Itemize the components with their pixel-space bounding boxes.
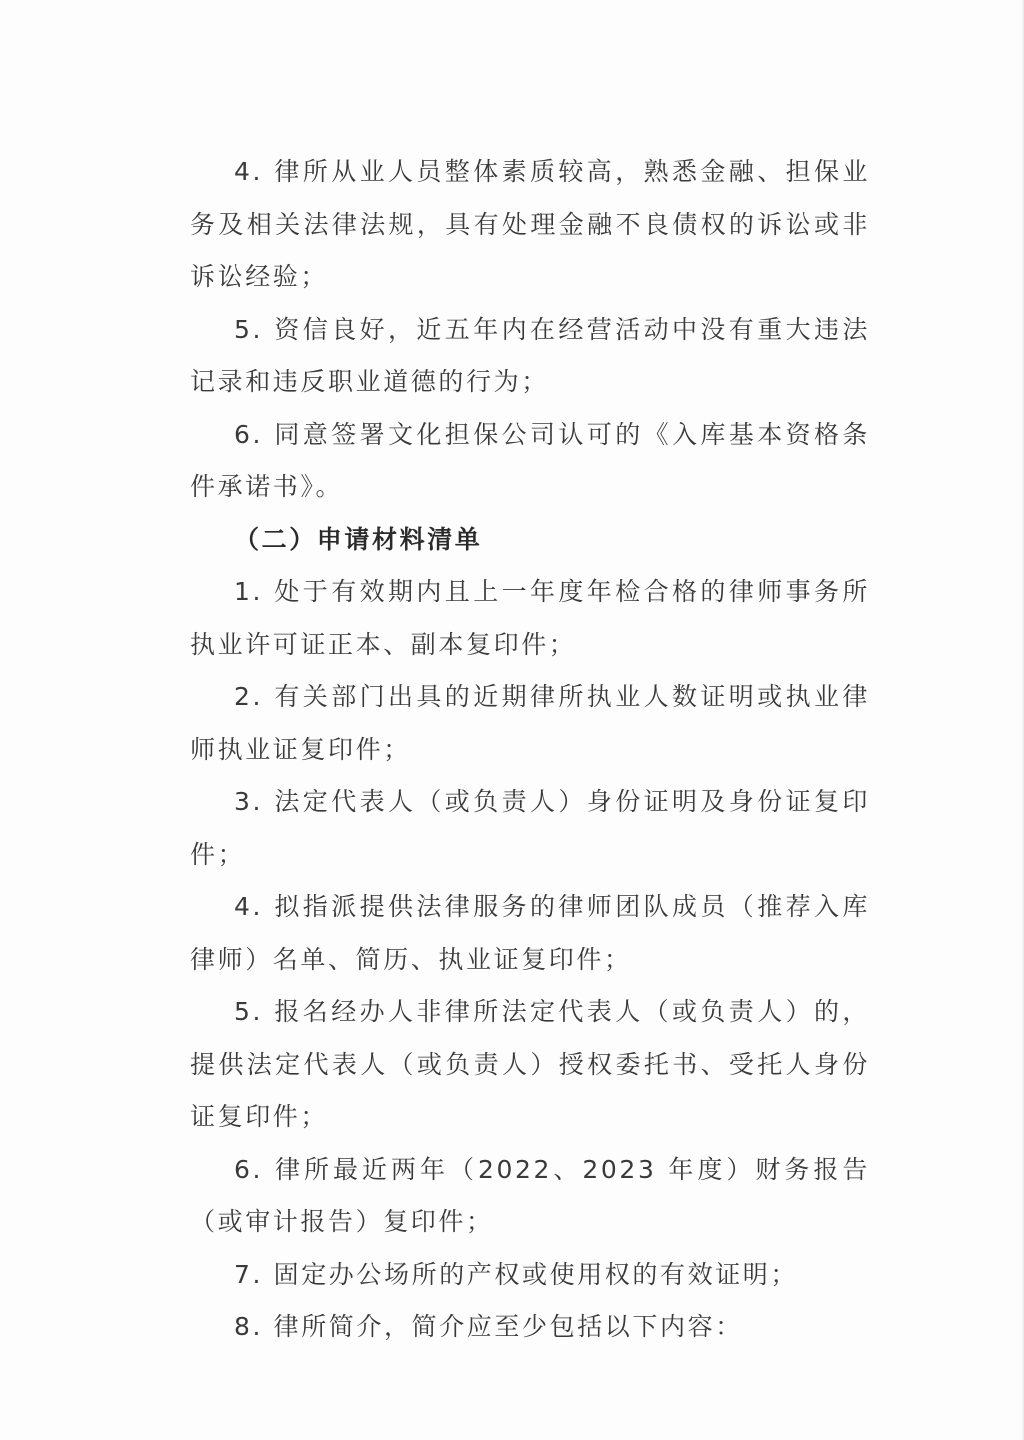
paragraph-material-4: 4. 拟指派提供法律服务的律师团队成员（推荐入库律师）名单、简历、执业证复印件； <box>190 892 870 974</box>
paragraph-requirement-5: 5. 资信良好，近五年内在经营活动中没有重大违法记录和违反职业道德的行为； <box>190 314 870 396</box>
document-body <box>190 146 870 1354</box>
paragraph-requirement-4: 4. 律所从业人员整体素质较高，熟悉金融、担保业务及相关法律法规，具有处理金融不良债权的诉讼或非诉讼经验； <box>190 157 870 291</box>
paragraph-material-3: 3. 法定代表人（或负责人）身份证明及身份证复印件； <box>190 787 870 869</box>
paragraph-material-7: 7. 固定办公场所的产权或使用权的有效证明； <box>234 1259 799 1289</box>
paragraph-requirement-6: 6. 同意签署文化担保公司认可的《入库基本资格条件承诺书》。 <box>190 419 870 501</box>
paragraph-material-5: 5. 报名经办人非律所法定代表人（或负责人）的，提供法定代表人（或负责人）授权委托书、受托人身份证复印件； <box>190 997 870 1131</box>
paragraph-material-2: 2. 有关部门出具的近期律所执业人数证明或执业律师执业证复印件； <box>190 682 870 764</box>
paragraph-material-6: 6. 律所最近两年（2022、2023 年度）财务报告（或审计报告）复印件； <box>190 1154 870 1236</box>
paragraph-material-8: 8. 律所简介，简介应至少包括以下内容： <box>234 1312 743 1341</box>
section-heading-application-materials: （二）申请材料清单 <box>234 524 483 554</box>
paragraph-material-1: 1. 处于有效期内且上一年度年检合格的律师事务所执业许可证正本、副本复印件； <box>190 577 870 659</box>
